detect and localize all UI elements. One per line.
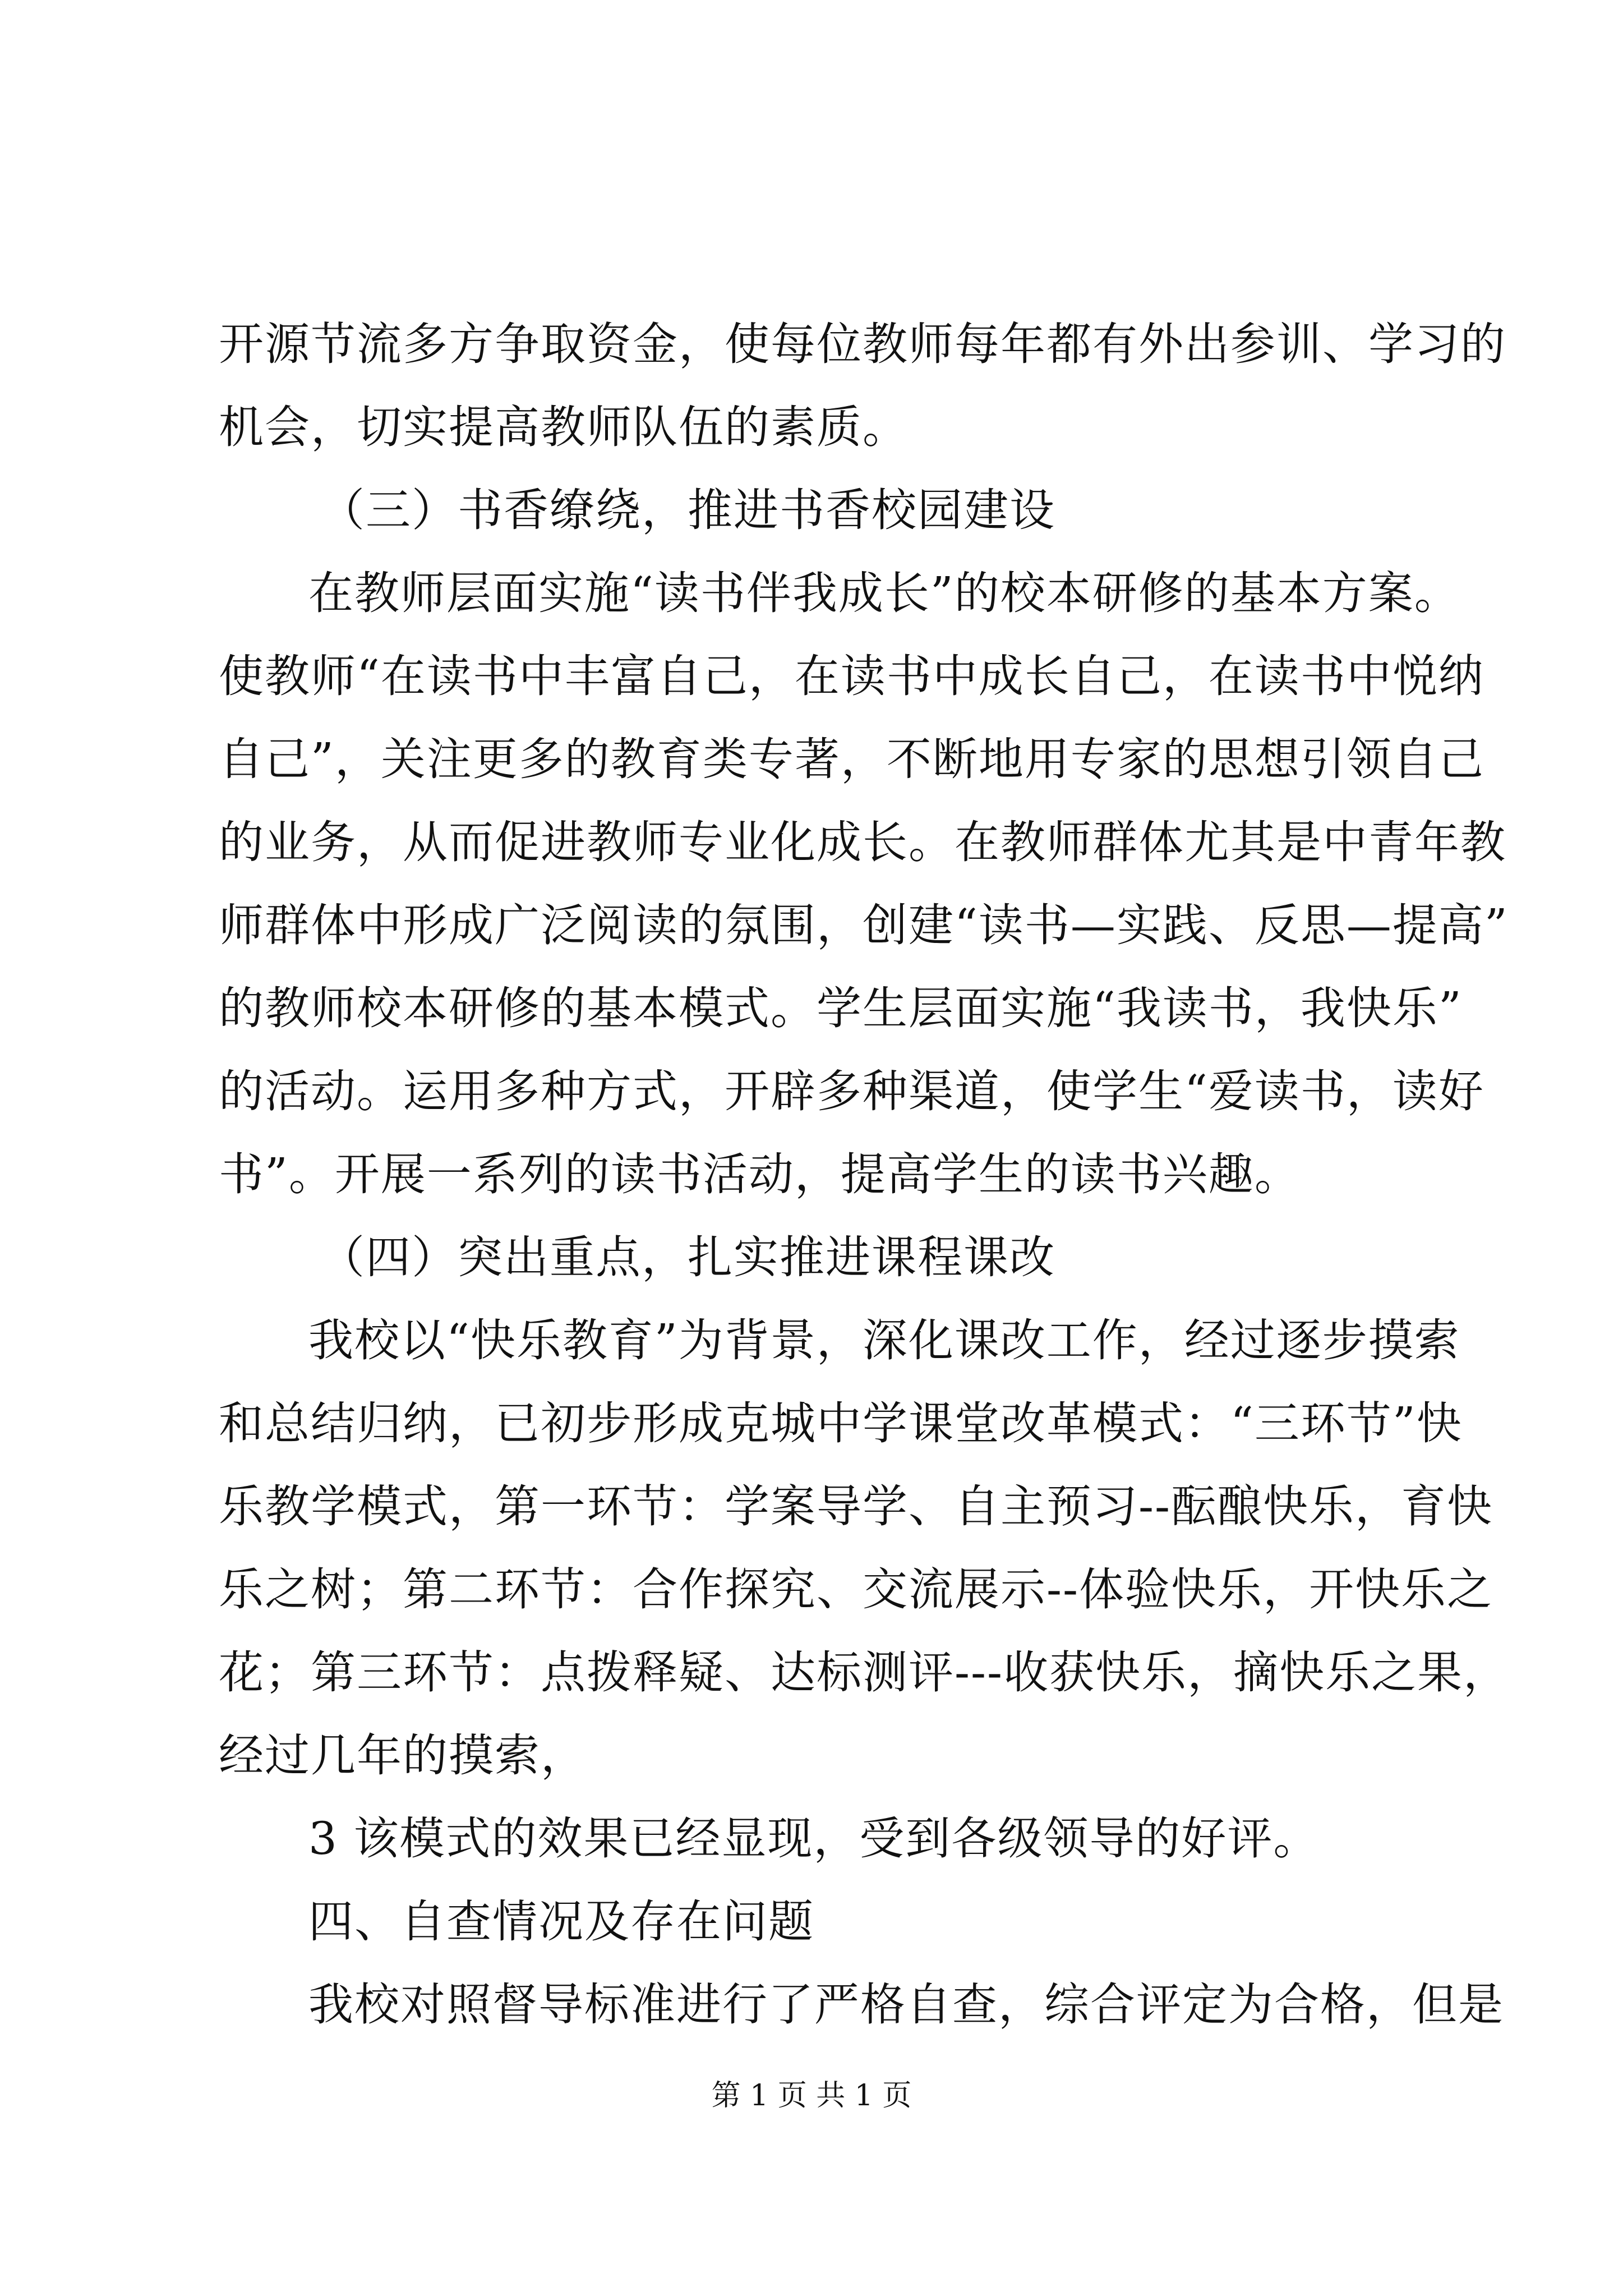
body-line: 花；第三环节：点拨释疑、达标测评---收获快乐，摘快乐之果， [219,1646,1510,1699]
paragraph-first-line: 在教师层面实施“读书伴我成长”的校本研修的基本方案。 [308,567,1460,619]
body-line: 和总结归纳，已初步形成克城中学课堂改革模式：“三环节”快 [219,1397,1463,1450]
section-heading: （三）书香缭绕，推进书香校园建设 [320,484,1055,536]
body-line: 师群体中形成广泛阅读的氛围，创建“读书—实践、反思—提高” [219,899,1509,951]
body-line: 机会，切实提高教师队伍的素质。 [219,401,909,453]
page-number-label: 第 1 页 共 1 页 [711,2079,912,2113]
body-line: 的教师校本研修的基本模式。学生层面实施“我读书，我快乐” [219,982,1463,1034]
page-footer [0,2076,1623,2116]
body-line: 乐之树；第二环节：合作探究、交流展示--体验快乐，开快乐之 [219,1563,1493,1616]
paragraph-first-line: 我校对照督导标准进行了严格自查，综合评定为合格，但是 [308,1978,1504,2031]
body-line: 书”。开展一系列的读书活动，提高学生的读书兴趣。 [219,1148,1301,1200]
paragraph-first-line: 3 该模式的效果已经显现，受到各级领导的好评。 [308,1812,1320,1865]
body-line: 使教师“在读书中丰富自己，在读书中成长自己，在读书中悦纳 [219,650,1484,702]
body-line: 经过几年的摸索， [219,1729,587,1782]
body-line: 的活动。运用多种方式，开辟多种渠道，使学生“爱读书，读好 [219,1065,1484,1117]
paragraph-first-line: 我校以“快乐教育”为背景，深化课改工作，经过逐步摸索 [308,1314,1460,1366]
section-heading: 四、自查情况及存在问题 [308,1895,814,1948]
body-line: 的业务，从而促进教师专业化成长。在教师群体尤其是中青年教 [219,816,1506,868]
section-heading: （四）突出重点，扎实推进课程课改 [320,1231,1055,1283]
body-line: 开源节流多方争取资金，使每位教师每年都有外出参训、学习的 [219,318,1506,370]
document-body [219,303,1510,2046]
body-line: 自己”，关注更多的教育类专著，不断地用专家的思想引领自己 [219,733,1484,785]
body-line: 乐教学模式，第一环节：学案导学、自主预习--酝酿快乐，育快 [219,1480,1493,1533]
